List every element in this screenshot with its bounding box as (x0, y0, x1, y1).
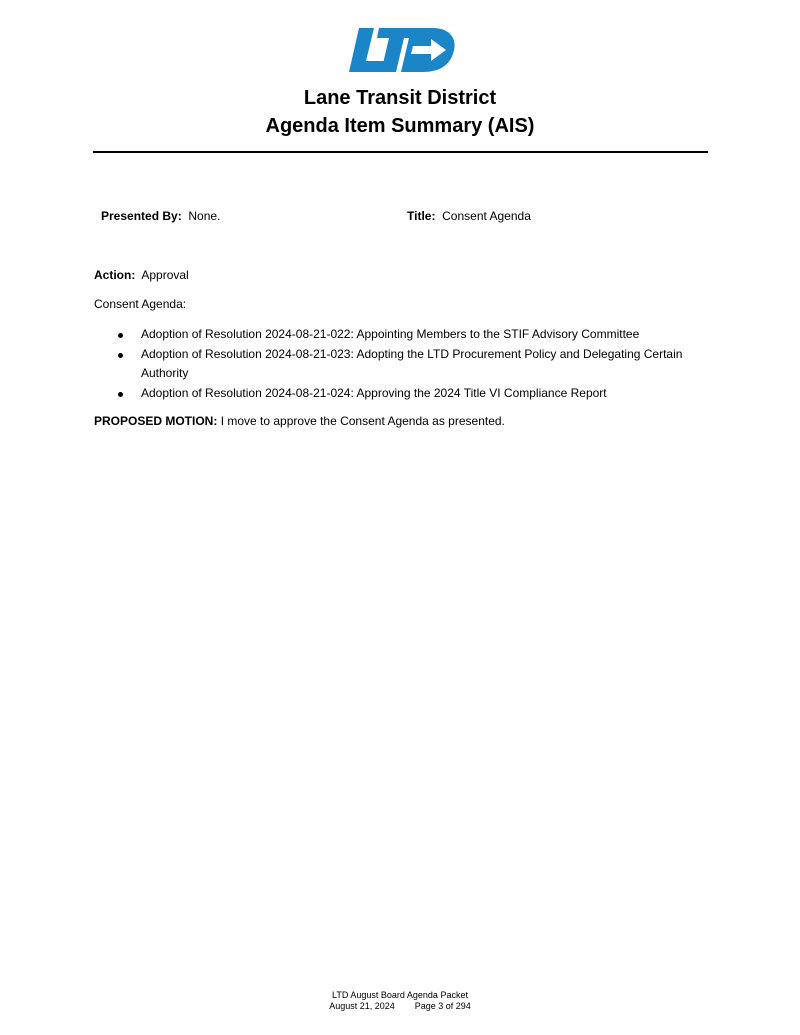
list-item (94, 325, 709, 345)
title-field (407, 208, 531, 224)
presented-by-label: Presented By: (101, 209, 182, 223)
footer-page-number: Page 3 of 294 (414, 1001, 471, 1011)
consent-agenda-list (94, 325, 709, 403)
proposed-motion (94, 413, 505, 429)
list-item (94, 384, 709, 404)
resolution-022-text: Adoption of Resolution 2024-08-21-022: Appointing Members to the STIF Advisory Committee (141, 327, 640, 341)
footer-date: August 21, 2024 (329, 1001, 395, 1011)
consent-agenda-heading: Consent Agenda: (94, 297, 187, 311)
list-item (94, 345, 709, 384)
title-value: Consent Agenda (442, 209, 531, 223)
footer-packet-title: LTD August Board Agenda Packet (332, 990, 468, 1000)
document-title: Agenda Item Summary (AIS) (265, 115, 535, 137)
action-label: Action: (94, 268, 136, 282)
presented-by-value: None. (188, 209, 221, 223)
motion-text: I move to approve the Consent Agenda as presented. (220, 414, 505, 428)
resolution-023-text: Adoption of Resolution 2024-08-21-023: Adopting the LTD Procurement Policy and Delegating Certain Authority (141, 346, 683, 380)
organization-name: Lane Transit District (303, 87, 497, 109)
motion-label: PROPOSED MOTION: (94, 414, 218, 428)
action-value: Approval (141, 268, 189, 282)
bullet-icon (118, 353, 123, 358)
ltd-logo (349, 28, 455, 72)
title-label: Title: (407, 209, 436, 223)
header-divider (93, 151, 708, 153)
action-field (94, 267, 189, 283)
resolution-024-text: Adoption of Resolution 2024-08-21-024: Approving the 2024 Title VI Compliance Report (141, 385, 607, 400)
bullet-icon (118, 333, 123, 338)
footer-date-page (0, 1001, 800, 1012)
bullet-icon (118, 392, 123, 397)
presented-by-field (101, 208, 220, 224)
